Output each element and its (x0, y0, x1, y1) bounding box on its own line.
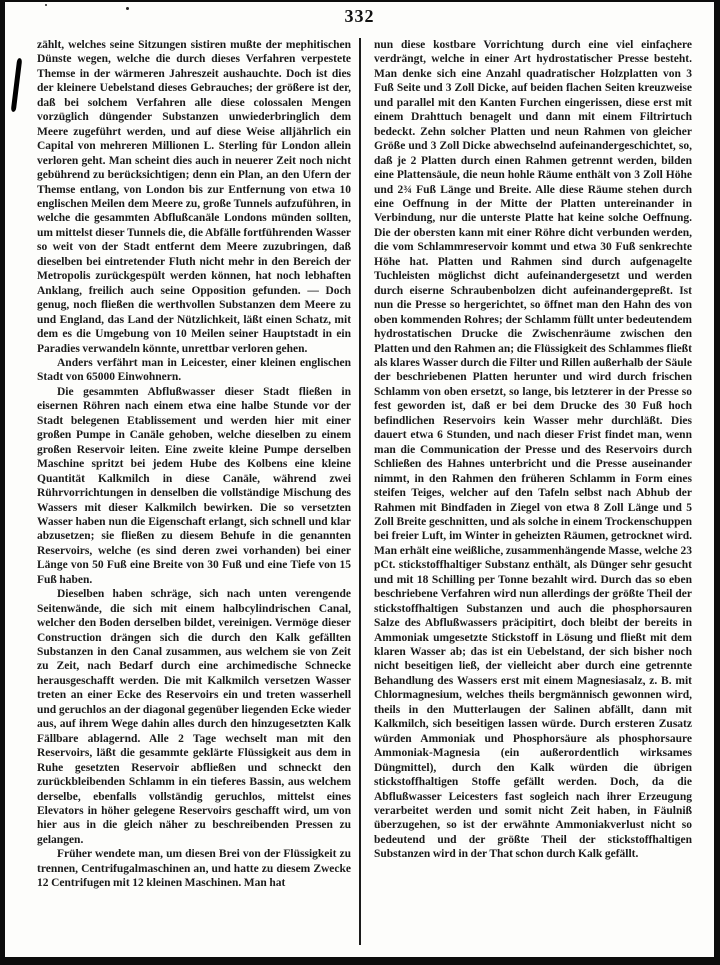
paragraph: zählt, welches seine Sitzungen sistiren mußte der mephitischen Dünste wegen, welche die durch dieses Verfahren verpestete Themse in der wärmeren Jahreszeit aushauchte. Doch ist dies der kleinere Uebelstand dieses Gebrauches; der größere ist der, daß bei solchem Verfahren alle diese colossalen Mengen vorzüglich düngender Substanzen unwiederbringlich dem Meere zugeführt werden, und auf diese Weise alljährlich ein Capital von mehreren Millionen L. Sterling für London allein verloren geht. Man scheint dies auch in neuerer Zeit noch nicht gebührend zu berücksichtigen; denn ein Plan, an den Ufern der Themse entlang, von London bis zur Entfernung von etwa 10 englischen Meilen dem Meere zu, große Tunnels aufzuführen, in welche die gesammten Abflußcanäle Londons münden sollten, um mittelst dieser Tunnels die, die Abfälle fortführenden Wasser so weit von der Stadt entfernt dem Meere zuzubringen, daß dieselben bei eintretender Fluth nicht mehr in den Bereich der Metropolis zurückgespült werden können, hat noch lebhaften Anklang, freilich auch seine Opposition gefunden. — Doch genug, noch fließen die werthvollen Substanzen dem Meere zu und England, das Land der Nützlichkeit, läßt einen Schatz, mit dem es die Umgebung von 10 Meilen seiner Hauptstadt in ein Paradies verwandeln könnte, unrettbar verloren gehen. (37, 39, 352, 355)
paragraph: Früher wendete man, um diesen Brei von der Flüssigkeit zu trennen, Centrifugalmaschinen an, und hatte zu diesem Zwecke 12 Centrifugen mit 12 kleinen Maschinen. Man hat (37, 848, 352, 890)
paragraph: nun diese kostbare Vorrichtung durch eine viel einfachere verdrängt, welche in einer Art hydrostatischer Presse besteht. Man denke sich eine Anzahl quadratischer Holzplatten von 3 Fuß Seite und 3 Zoll Dicke, auf beiden flachen Seiten kreuzweise und parallel mit den Kanten Furchen eingerissen, diese erst mit einem Drahttuch benagelt und dann mit einem Filtrirtuch bedeckt. Zehn solcher Platten und neun Rahmen von gleicher Größe und 3 Zoll Dicke abwechselnd aufeinandergeschichtet, so, daß je 2 Platten durch einen Rahmen getrennt werden, bilden eine Plattensäule, die neun hohle Räume enthält von 3 Zoll Höhe und 2¾ Fuß Länge und Breite. Alle diese Räume stehen durch eine Oeffnung in der Mitte der Platten untereinander in Verbindung, nur die unterste Platte hat keine solche Oeffnung. Die der obersten kann mit einer Röhre dicht verbunden werden, die vom Schlammreservoir kommt und etwa 30 Fuß senkrechte Höhe hat. Platten und Rahmen sind durch aufgenagelte Tuchleisten möglichst dicht aufeinandergesetzt und werden durch eiserne Schraubenbolzen dicht aufeinandergepreßt. Ist nun die Presse so hergerichtet, so öffnet man den Hahn des von oben kommenden Rohres; der Schlamm füllt unter bedeutendem hydrostatischen Drucke die Zwischenräume zwischen den Platten und den Rahmen an; die Flüssigkeit des Schlammes fließt als klares Wasser durch die Filter und Rillen außerhalb der Säule der beschriebenen Platten herunter und wird durch frischen Schlamm von oben ersetzt, so lange, bis letzterer in der Presse so fest geworden ist, daß er bei dem Drucke des 30 Fuß hoch befindlichen Reservoirs kein Wasser mehr durchläßt. Dies dauert etwa 6 Stunden, und nach dieser Frist findet man, wenn man die Communication der Presse und des Reservoirs durch Schließen des Hahnes unterbricht und die Presse auseinander nimmt, in den Rahmen den früheren Schlamm in Form eines steifen Teiges, welcher auf den Tafeln selbst nach Abhub der Rahmen mit Bindfaden in Ziegel von etwa 8 Zoll Länge und 5 Zoll Breite geschnitten, und als solche in einem Trockenschuppen bei freier Luft, im Winter in geheizten Räumen, getrocknet wird. Man erhält eine weißliche, zusammenhängende Masse, welche 23 pCt. stickstoffhaltiger Substanz enthält, als Dünger sehr gesucht und mit 18 Schilling per Tonne bezahlt wird. Durch das so eben beschriebene Verfahren wird nun allerdings der größte Theil der stickstoffhaltigen Substanzen und auch die phosphorsauren Salze des Abflußwassers präcipitirt, doch bleibt der bereits in Ammoniak umgesetzte Stickstoff in Lösung und fließt mit dem klaren Wasser ab; das ist ein Uebelstand, der sich bisher noch nicht beseitigen ließ, der vielleicht aber durch eine getrennte Behandlung des Wassers erst mit einem Magnesiasalz, z. B. mit Chlormagnesium, welches theils bergmännisch gewonnen wird, theils in den Mutterlaugen der Salinen abfällt, dann mit Kalkmilch, sich beseitigen lassen würde. Durch ersteren Zusatz würden Ammoniak und Phosphorsäure als phosphorsaure Ammoniak-Magnesia (ein außerordentlich wirksames Düngmittel), durch den Kalk würden die übrigen stickstoffhaltigen Stoffe gefällt werden. Doch, da die Abflußwasser Leicesters fast sogleich nach ihrer Erzeugung verarbeitet werden und somit nicht Zeit haben, in Fäulniß überzugehen, so ist der erwähnte Ammoniakverlust nicht so bedeutend und der größte Theil der stickstoffhaltigen Substanzen wird in der That schon durch Kalk gefällt. (374, 39, 692, 861)
page-number: 332 (344, 6, 375, 26)
text-columns (37, 38, 692, 945)
left-column (37, 38, 351, 945)
dust-speck (45, 4, 47, 6)
paragraph: Anders verfährt man in Leicester, einer kleinen englischen Stadt von 65000 Einwohnern. (37, 356, 352, 384)
right-column (374, 38, 692, 945)
column-divider-rule (359, 38, 361, 945)
paragraph: Die gesammten Abflußwasser dieser Stadt fließen in eisernen Röhren nach einem etwa eine halbe Stunde vor der Stadt belegenen Etablissement und werden hier mit einer großen Pumpe in Canäle gehoben, welche dieselben zu einem großen Reservoir leiten. Eine zweite kleine Pumpe derselben Maschine spritzt bei jedem Hube des Kolbens eine kleine Quantität Kalkmilch in diese Canäle, während zwei Rührvorrichtungen in denselben die vollständige Mischung des Wassers mit dieser Kalkmilch bewirken. Die so versetzten Wasser haben nun die Eigenschaft erlangt, sich schnell und klar abzusetzen; sie fließen zu diesem Behufe in die genannten Reservoirs, welche (es sind deren zwei vorhanden) bei einer Länge von 50 Fuß eine Breite von 30 Fuß und eine Tiefe von 15 Fuß haben. (37, 385, 352, 586)
paragraph: Dieselben haben schräge, sich nach unten verengende Seitenwände, die sich mit einem halbcylindrischen Canal, welcher den Boden derselben bildet, vereinigen. Vermöge dieser Construction drängen sich die durch den Kalk gefällten Substanzen in den Canal zusammen, aus welchem sie von Zeit zu Zeit, nach Bedarf durch eine archimedische Schnecke herausgeschafft werden. Die mit Kalkmilch versetzen Wasser treten an einer Ecke des Reservoirs ein und treten wasserhell und geruchlos an der diagonal gegenüber liegenden Ecke wieder aus, auf ihrem Wege dahin alles durch den hinzugesetzten Kalk Fällbare ablagernd. Alle 2 Tage wechselt man mit den Reservoirs, läßt die gesammte geklärte Flüssigkeit aus dem in Ruhe gesetzten Reservoir abfließen und schneckt den zurückbleibenden Schlamm in ein tieferes Bassin, aus welchem derselbe, ebenfalls vollständig geruchlos, mittelst eines Elevators in höher gelegene Reservoirs geschafft wird, um von hier aus in die gleich näher zu beschreibenden Pressen zu gelangen. (37, 588, 352, 846)
dust-speck (126, 7, 129, 10)
margin-ink-stroke (11, 58, 23, 112)
